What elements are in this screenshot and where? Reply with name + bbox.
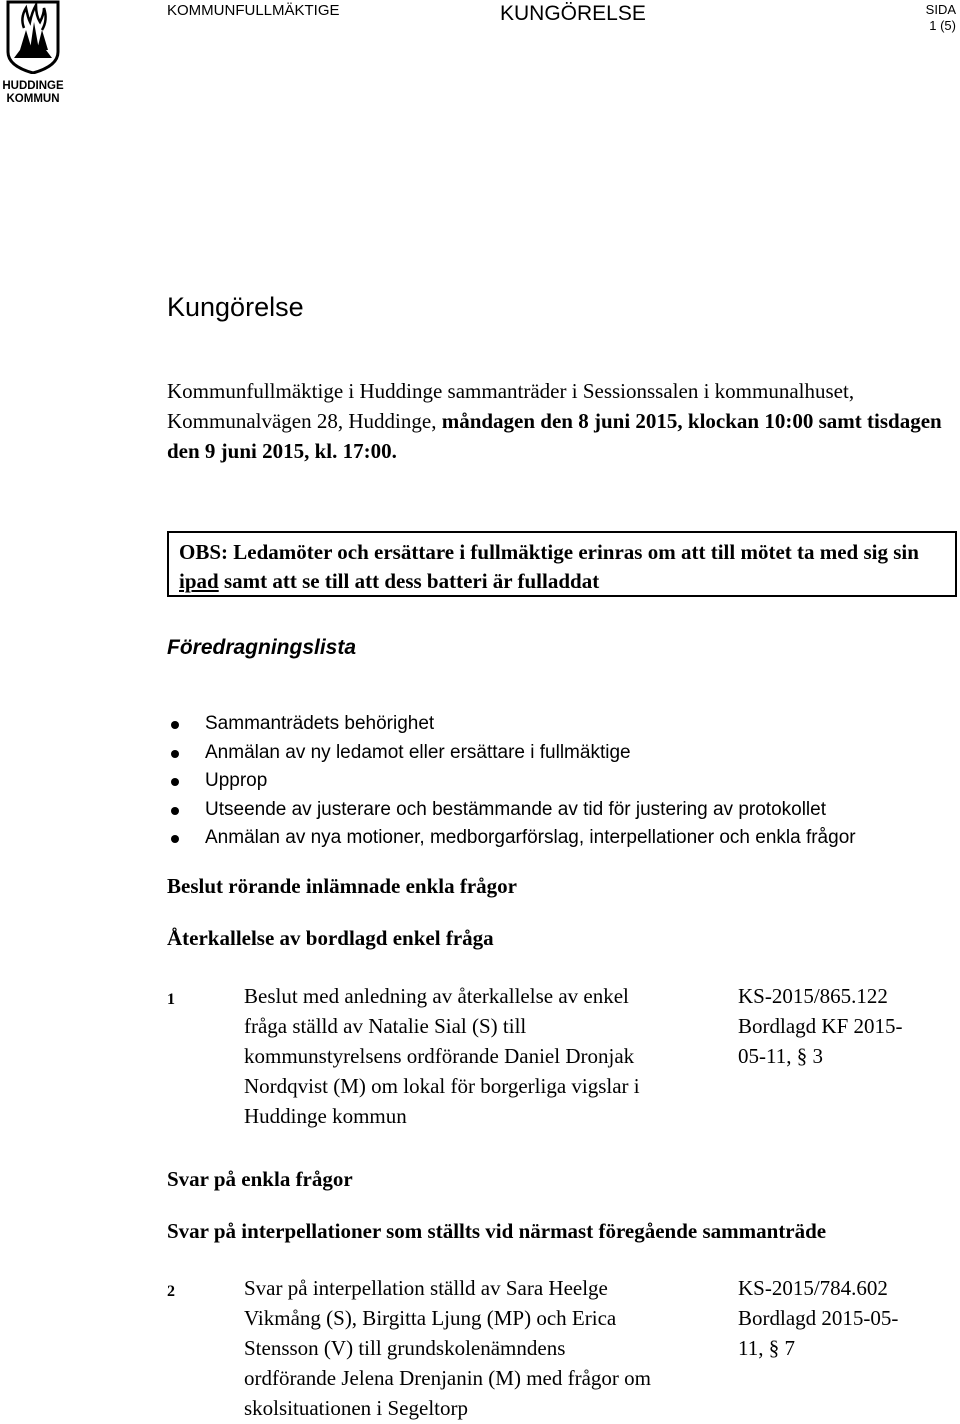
item-description bbox=[244, 981, 694, 1131]
page-title: Kungörelse bbox=[167, 292, 304, 322]
desc-line: fråga ställd av Natalie Sial (S) till bbox=[244, 1014, 527, 1038]
desc-line: Huddinge kommun bbox=[244, 1104, 407, 1128]
notice-box bbox=[167, 531, 957, 597]
notice-prefix: OBS: Ledamöter och ersättare i fullmäktige erinras om att till mötet ta med sig sin bbox=[179, 540, 919, 564]
desc-line: Beslut med anledning av återkallelse av enkel bbox=[244, 984, 629, 1008]
desc-line: skolsituationen i Segeltorp bbox=[244, 1396, 468, 1420]
notice-suffix: samt att se till att dess batteri är fulladdat bbox=[218, 569, 600, 593]
list-item: Utseende av justerare och bestämmande av tid för justering av protokollet bbox=[167, 796, 856, 825]
item-number: 2 bbox=[167, 1283, 175, 1300]
notice-text bbox=[179, 538, 959, 596]
logo-text-line2: KOMMUN bbox=[6, 93, 60, 105]
desc-line: Vikmång (S), Birgitta Ljung (MP) och Erica bbox=[244, 1306, 617, 1330]
desc-line: Stensson (V) till grundskolenämndens bbox=[244, 1336, 566, 1360]
list-item: Upprop bbox=[167, 767, 856, 796]
desc-line: ordförande Jelena Drenjanin (M) med frågor om bbox=[244, 1366, 652, 1390]
intro-plain: Kommunfullmäktige i Huddinge sammanträder i Sessionssalen i kommunalhuset, Kommunalvägen 28, Huddinge, bbox=[167, 379, 855, 433]
list-item: Sammanträdets behörighet bbox=[167, 710, 856, 739]
page-number: 1 (5) bbox=[929, 18, 956, 33]
ref-line: 11, § 7 bbox=[738, 1336, 795, 1360]
item-description bbox=[244, 1273, 694, 1423]
desc-line: kommunstyrelsens ordförande Daniel Dronjak bbox=[244, 1044, 635, 1068]
section-heading-interpellation-answers: Svar på interpellationer som ställts vid närmast föregående sammanträde bbox=[167, 1219, 827, 1243]
header-doc-type: KUNGÖRELSE bbox=[500, 2, 646, 25]
header-page bbox=[926, 2, 956, 34]
item-reference bbox=[738, 981, 938, 1071]
section-heading-simple-answers: Svar på enkla frågor bbox=[167, 1167, 353, 1191]
notice-ipad: ipad bbox=[179, 569, 219, 593]
crest-icon bbox=[6, 0, 60, 74]
ref-line: 05-11, § 3 bbox=[738, 1044, 823, 1068]
list-item: Anmälan av ny ledamot eller ersättare i fullmäktige bbox=[167, 739, 856, 768]
municipal-logo bbox=[0, 0, 66, 108]
desc-line: Nordqvist (M) om lokal för borgerliga vigslar i bbox=[244, 1074, 640, 1098]
section-heading-withdrawal: Återkallelse av bordlagd enkel fråga bbox=[167, 926, 494, 950]
intro-bold: måndagen den 8 juni 2015, klockan 10:00 samt tisdagen den 9 juni 2015, kl. 17:00. bbox=[167, 409, 942, 463]
page-label: SIDA bbox=[925, 2, 956, 17]
intro-paragraph bbox=[167, 376, 947, 466]
section-heading-simple-questions-decision: Beslut rörande inlämnade enkla frågor bbox=[167, 874, 517, 898]
ref-line: Bordlagd KF 2015- bbox=[738, 1014, 903, 1038]
ref-line: KS-2015/865.122 bbox=[738, 984, 888, 1008]
agenda-heading: Föredragningslista bbox=[167, 636, 357, 659]
list-item: Anmälan av nya motioner, medborgarförslag, interpellationer och enkla frågor bbox=[167, 824, 856, 853]
desc-line: Svar på interpellation ställd av Sara Heelge bbox=[244, 1276, 608, 1300]
ref-line: KS-2015/784.602 bbox=[738, 1276, 888, 1300]
ref-line: Bordlagd 2015-05- bbox=[738, 1306, 899, 1330]
agenda-bullet-list bbox=[167, 710, 856, 853]
item-number: 1 bbox=[167, 991, 175, 1008]
item-reference bbox=[738, 1273, 938, 1363]
header-org: KOMMUNFULLMÄKTIGE bbox=[167, 2, 340, 19]
logo-text-line1: HUDDINGE bbox=[2, 80, 64, 92]
